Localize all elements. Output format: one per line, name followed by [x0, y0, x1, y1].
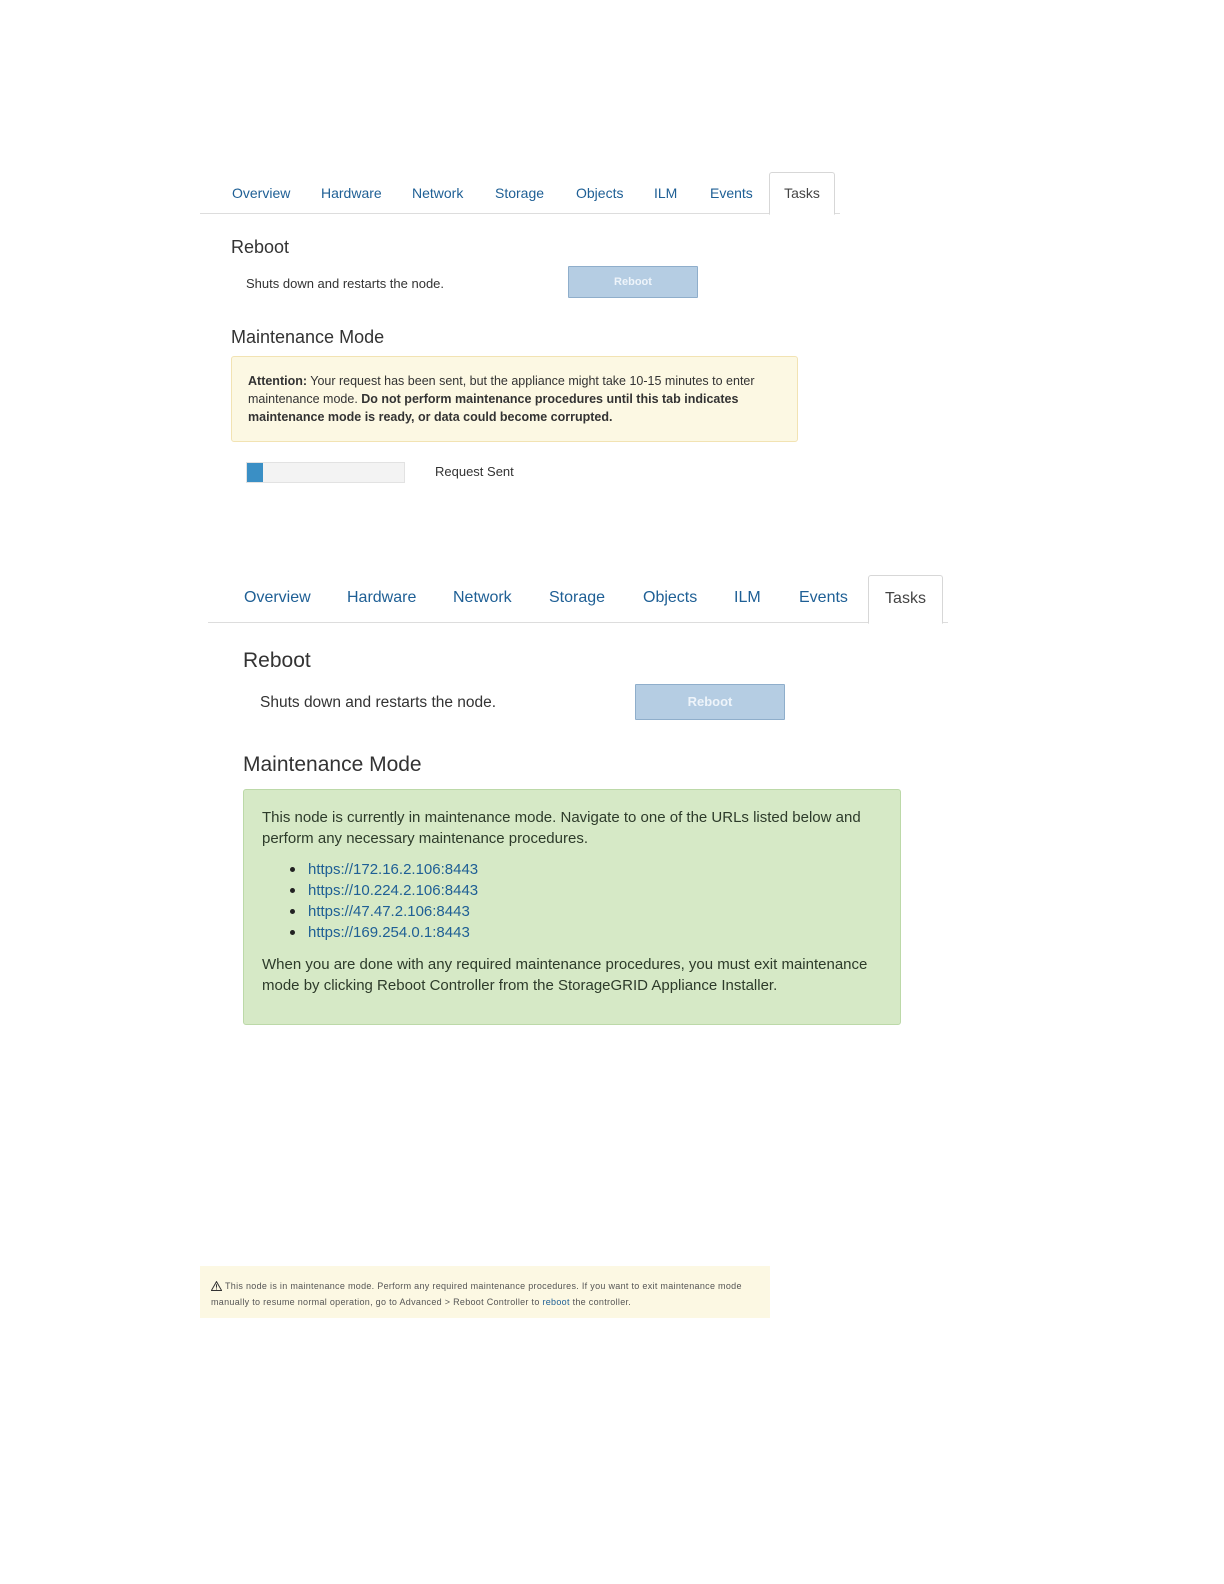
tab-hardware[interactable]: Hardware	[347, 589, 417, 606]
maintenance-progress-bar	[246, 462, 405, 483]
tab-tasks[interactable]: Tasks	[769, 172, 835, 215]
tab-bar	[200, 172, 840, 214]
tab-ilm[interactable]: ILM	[734, 589, 761, 606]
tab-bar	[208, 575, 948, 623]
tab-network[interactable]: Network	[453, 589, 512, 606]
banner-text-end: the controller.	[569, 1297, 632, 1307]
maintenance-intro: This node is currently in maintenance mode. Navigate to one of the URLs listed below and perform any necessary maintenance procedures.	[262, 809, 861, 847]
reboot-description: Shuts down and restarts the node.	[246, 276, 445, 291]
reboot-button[interactable]: Reboot	[568, 266, 698, 298]
maintenance-banner	[200, 1266, 770, 1318]
reboot-button[interactable]: Reboot	[635, 684, 785, 720]
tab-ilm[interactable]: ILM	[654, 185, 678, 201]
tab-storage[interactable]: Storage	[495, 185, 545, 201]
attention-warning: Do not perform maintenance procedures until this tab indicates maintenance mode is ready, or data could become corrupted.	[248, 392, 739, 424]
tab-objects[interactable]: Objects	[643, 589, 698, 606]
tab-tasks[interactable]: Tasks	[868, 575, 943, 624]
list-item	[290, 901, 882, 922]
maintenance-heading: Maintenance Mode	[243, 753, 422, 776]
maintenance-heading: Maintenance Mode	[231, 327, 385, 347]
warning-icon	[211, 1281, 222, 1295]
reboot-heading: Reboot	[243, 649, 311, 672]
banner-text: This node is in maintenance mode. Perform any required maintenance procedures. If you want to exit maintenance mode manually to resume normal operation, go to Advanced > Reboot Controller to	[211, 1281, 742, 1307]
url-link[interactable]: https://169.254.0.1:8443	[308, 924, 470, 941]
attention-label: Attention:	[248, 374, 308, 388]
screenshot-maintenance-active	[208, 575, 948, 1030]
reboot-description: Shuts down and restarts the node.	[260, 694, 497, 711]
url-list	[290, 859, 882, 943]
tab-network[interactable]: Network	[412, 185, 464, 201]
attention-text: Your request has been sent, but the appliance might take 10-15 minutes to enter maintenance mode.	[248, 374, 755, 406]
progress-status: Request Sent	[435, 464, 514, 479]
tab-events[interactable]: Events	[710, 185, 753, 201]
maintenance-outro: When you are done with any required maintenance procedures, you must exit maintenance mode by clicking Reboot Controller from the StorageGRID Appliance Installer.	[262, 956, 868, 994]
tab-overview[interactable]: Overview	[232, 185, 291, 201]
list-item	[290, 922, 882, 943]
list-item	[290, 880, 882, 901]
reboot-heading: Reboot	[231, 237, 290, 257]
tab-hardware[interactable]: Hardware	[321, 185, 382, 201]
url-link[interactable]: https://47.47.2.106:8443	[308, 903, 470, 920]
tab-storage[interactable]: Storage	[549, 589, 606, 606]
attention-alert	[231, 356, 798, 442]
url-link[interactable]: https://172.16.2.106:8443	[308, 861, 479, 878]
url-link[interactable]: https://10.224.2.106:8443	[308, 882, 479, 899]
progress-fill	[247, 463, 263, 482]
screenshot-maintenance-pending	[200, 172, 840, 492]
banner-reboot-link[interactable]: reboot	[542, 1297, 570, 1307]
list-item	[290, 859, 882, 880]
tab-overview[interactable]: Overview	[244, 589, 311, 606]
maintenance-ready-alert	[243, 789, 901, 1025]
tab-objects[interactable]: Objects	[576, 185, 624, 201]
tab-events[interactable]: Events	[799, 589, 848, 606]
